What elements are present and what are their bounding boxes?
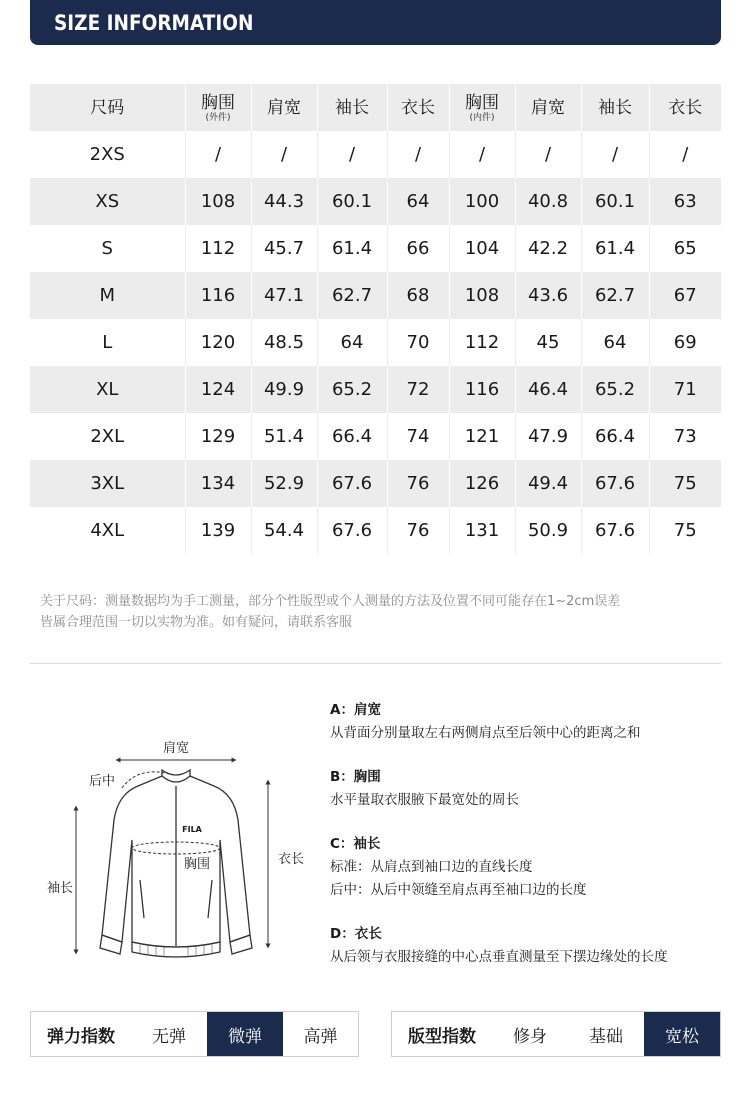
desc-a-title: A：肩宽 [330,702,381,718]
value-cell: 64 [387,178,449,225]
value-cell: 64 [317,319,387,366]
value-cell: 67.6 [317,507,387,554]
value-cell: / [317,131,387,178]
value-cell: 108 [449,272,515,319]
value-cell: 52.9 [251,460,317,507]
value-cell: 48.5 [251,319,317,366]
table-row [30,131,721,178]
jacket-outline [100,770,252,957]
header-sleeve-outer: 袖长 [317,84,387,131]
table-row [30,178,721,225]
value-cell: / [581,131,649,178]
value-cell: 47.9 [515,413,581,460]
desc-b-title: B：胸围 [330,769,381,785]
header-chest-outer: 胸围 (外件) [185,84,251,131]
value-cell: / [649,131,721,178]
diagram-shoulder-label: 肩宽 [162,741,190,756]
value-cell: 40.8 [515,178,581,225]
fit-option-loose: 宽松 [644,1012,720,1056]
elasticity-label: 弹力指数 [47,1026,115,1047]
table-header-row [30,84,721,131]
value-cell: 134 [185,460,251,507]
value-cell: 62.7 [317,272,387,319]
fila-logo: FILA [182,825,202,834]
value-cell: 73 [649,413,721,460]
value-cell: 44.3 [251,178,317,225]
value-cell: 68 [387,272,449,319]
diagram-back-center-label: 后中 [88,774,116,789]
value-cell: 45.7 [251,225,317,272]
desc-a-line: 从背面分别量取左右两侧肩点至后领中心的距离之和 [330,725,641,741]
value-cell: / [449,131,515,178]
size-cell: XS [30,178,185,225]
value-cell: / [185,131,251,178]
value-cell: 76 [387,460,449,507]
desc-c-line-2: 后中：从后中领缝至肩点再至袖口边的长度 [330,882,587,898]
value-cell: 61.4 [317,225,387,272]
value-cell: 100 [449,178,515,225]
value-cell: 60.1 [317,178,387,225]
banner-title: SIZE INFORMATION [54,10,254,35]
value-cell: 131 [449,507,515,554]
note-line-2: 皆属合理范围一切以实物为准。如有疑问，请联系客服 [40,615,353,630]
measurement-note [40,591,720,633]
value-cell: 61.4 [581,225,649,272]
value-cell: / [387,131,449,178]
value-cell: 69 [649,319,721,366]
value-cell: 120 [185,319,251,366]
value-cell: 43.6 [515,272,581,319]
table-row [30,366,721,413]
size-cell: M [30,272,185,319]
table-row [30,460,721,507]
value-cell: 54.4 [251,507,317,554]
elasticity-option-high: 高弹 [303,1026,338,1047]
value-cell: 66 [387,225,449,272]
value-cell: 104 [449,225,515,272]
value-cell: 112 [185,225,251,272]
size-cell: 2XS [30,131,185,178]
size-cell: 4XL [30,507,185,554]
value-cell: 62.7 [581,272,649,319]
section-divider [30,663,721,664]
value-cell: 108 [185,178,251,225]
fit-option-regular: 基础 [589,1026,623,1047]
desc-b [330,766,730,812]
value-cell: 121 [449,413,515,460]
value-cell: 129 [185,413,251,460]
table-row [30,319,721,366]
table-body [30,131,721,554]
value-cell: 76 [387,507,449,554]
desc-c [330,833,730,902]
value-cell: / [515,131,581,178]
back-center-curve [122,772,170,788]
value-cell: 75 [649,507,721,554]
value-cell: 47.1 [251,272,317,319]
fit-option-slim: 修身 [513,1026,547,1047]
value-cell: 139 [185,507,251,554]
value-cell: 63 [649,178,721,225]
value-cell: 65.2 [581,366,649,413]
value-cell: 49.4 [515,460,581,507]
header-sleeve-inner: 袖长 [581,84,649,131]
value-cell: 67.6 [581,460,649,507]
value-cell: 51.4 [251,413,317,460]
value-cell: 67.6 [317,460,387,507]
desc-a [330,699,730,745]
desc-d-title: D：衣长 [330,926,382,942]
value-cell: 65.2 [317,366,387,413]
size-cell: XL [30,366,185,413]
header-shoulder-inner: 肩宽 [515,84,581,131]
header-length-inner: 衣长 [649,84,721,131]
elasticity-index [30,1011,359,1057]
value-cell: 50.9 [515,507,581,554]
desc-c-line-1: 标准：从肩点到袖口边的直线长度 [330,859,533,875]
value-cell: 67 [649,272,721,319]
table-row [30,272,721,319]
header-length-outer: 衣长 [387,84,449,131]
header-size: 尺码 [30,84,185,131]
value-cell: 75 [649,460,721,507]
note-line-1: 关于尺码：测量数据均为手工测量，部分个性版型或个人测量的方法及位置不同可能存在1~2cm误差 [40,594,621,609]
value-cell: 72 [387,366,449,413]
fit-index [391,1011,721,1057]
value-cell: 46.4 [515,366,581,413]
value-cell: 71 [649,366,721,413]
value-cell: / [251,131,317,178]
value-cell: 65 [649,225,721,272]
value-cell: 124 [185,366,251,413]
table-row [30,507,721,554]
size-cell: L [30,319,185,366]
value-cell: 74 [387,413,449,460]
jacket-diagram [40,730,320,970]
value-cell: 116 [185,272,251,319]
value-cell: 126 [449,460,515,507]
value-cell: 70 [387,319,449,366]
value-cell: 112 [449,319,515,366]
value-cell: 60.1 [581,178,649,225]
fit-label: 版型指数 [408,1026,476,1047]
value-cell: 42.2 [515,225,581,272]
diagram-chest-label: 胸围 [183,857,211,872]
header-chest-inner: 胸围 (内件) [449,84,515,131]
desc-d-line: 从后领与衣服接缝的中心点垂直测量至下摆边缘处的长度 [330,949,668,965]
value-cell: 45 [515,319,581,366]
value-cell: 116 [449,366,515,413]
size-info-banner [30,0,721,45]
table-row [30,413,721,460]
value-cell: 66.4 [317,413,387,460]
desc-c-title: C：袖长 [330,836,381,852]
diagram-length-label: 衣长 [277,852,305,867]
size-table [30,84,721,554]
value-cell: 49.9 [251,366,317,413]
elasticity-option-slight: 微弹 [207,1012,283,1056]
size-cell: 3XL [30,460,185,507]
desc-d [330,923,730,969]
diagram-sleeve-label: 袖长 [46,881,74,896]
value-cell: 67.6 [581,507,649,554]
table-row [30,225,721,272]
header-shoulder-outer: 肩宽 [251,84,317,131]
desc-b-line: 水平量取衣服腋下最宽处的周长 [330,792,519,808]
value-cell: 66.4 [581,413,649,460]
size-cell: 2XL [30,413,185,460]
elasticity-option-none: 无弹 [152,1026,186,1047]
size-cell: S [30,225,185,272]
value-cell: 64 [581,319,649,366]
